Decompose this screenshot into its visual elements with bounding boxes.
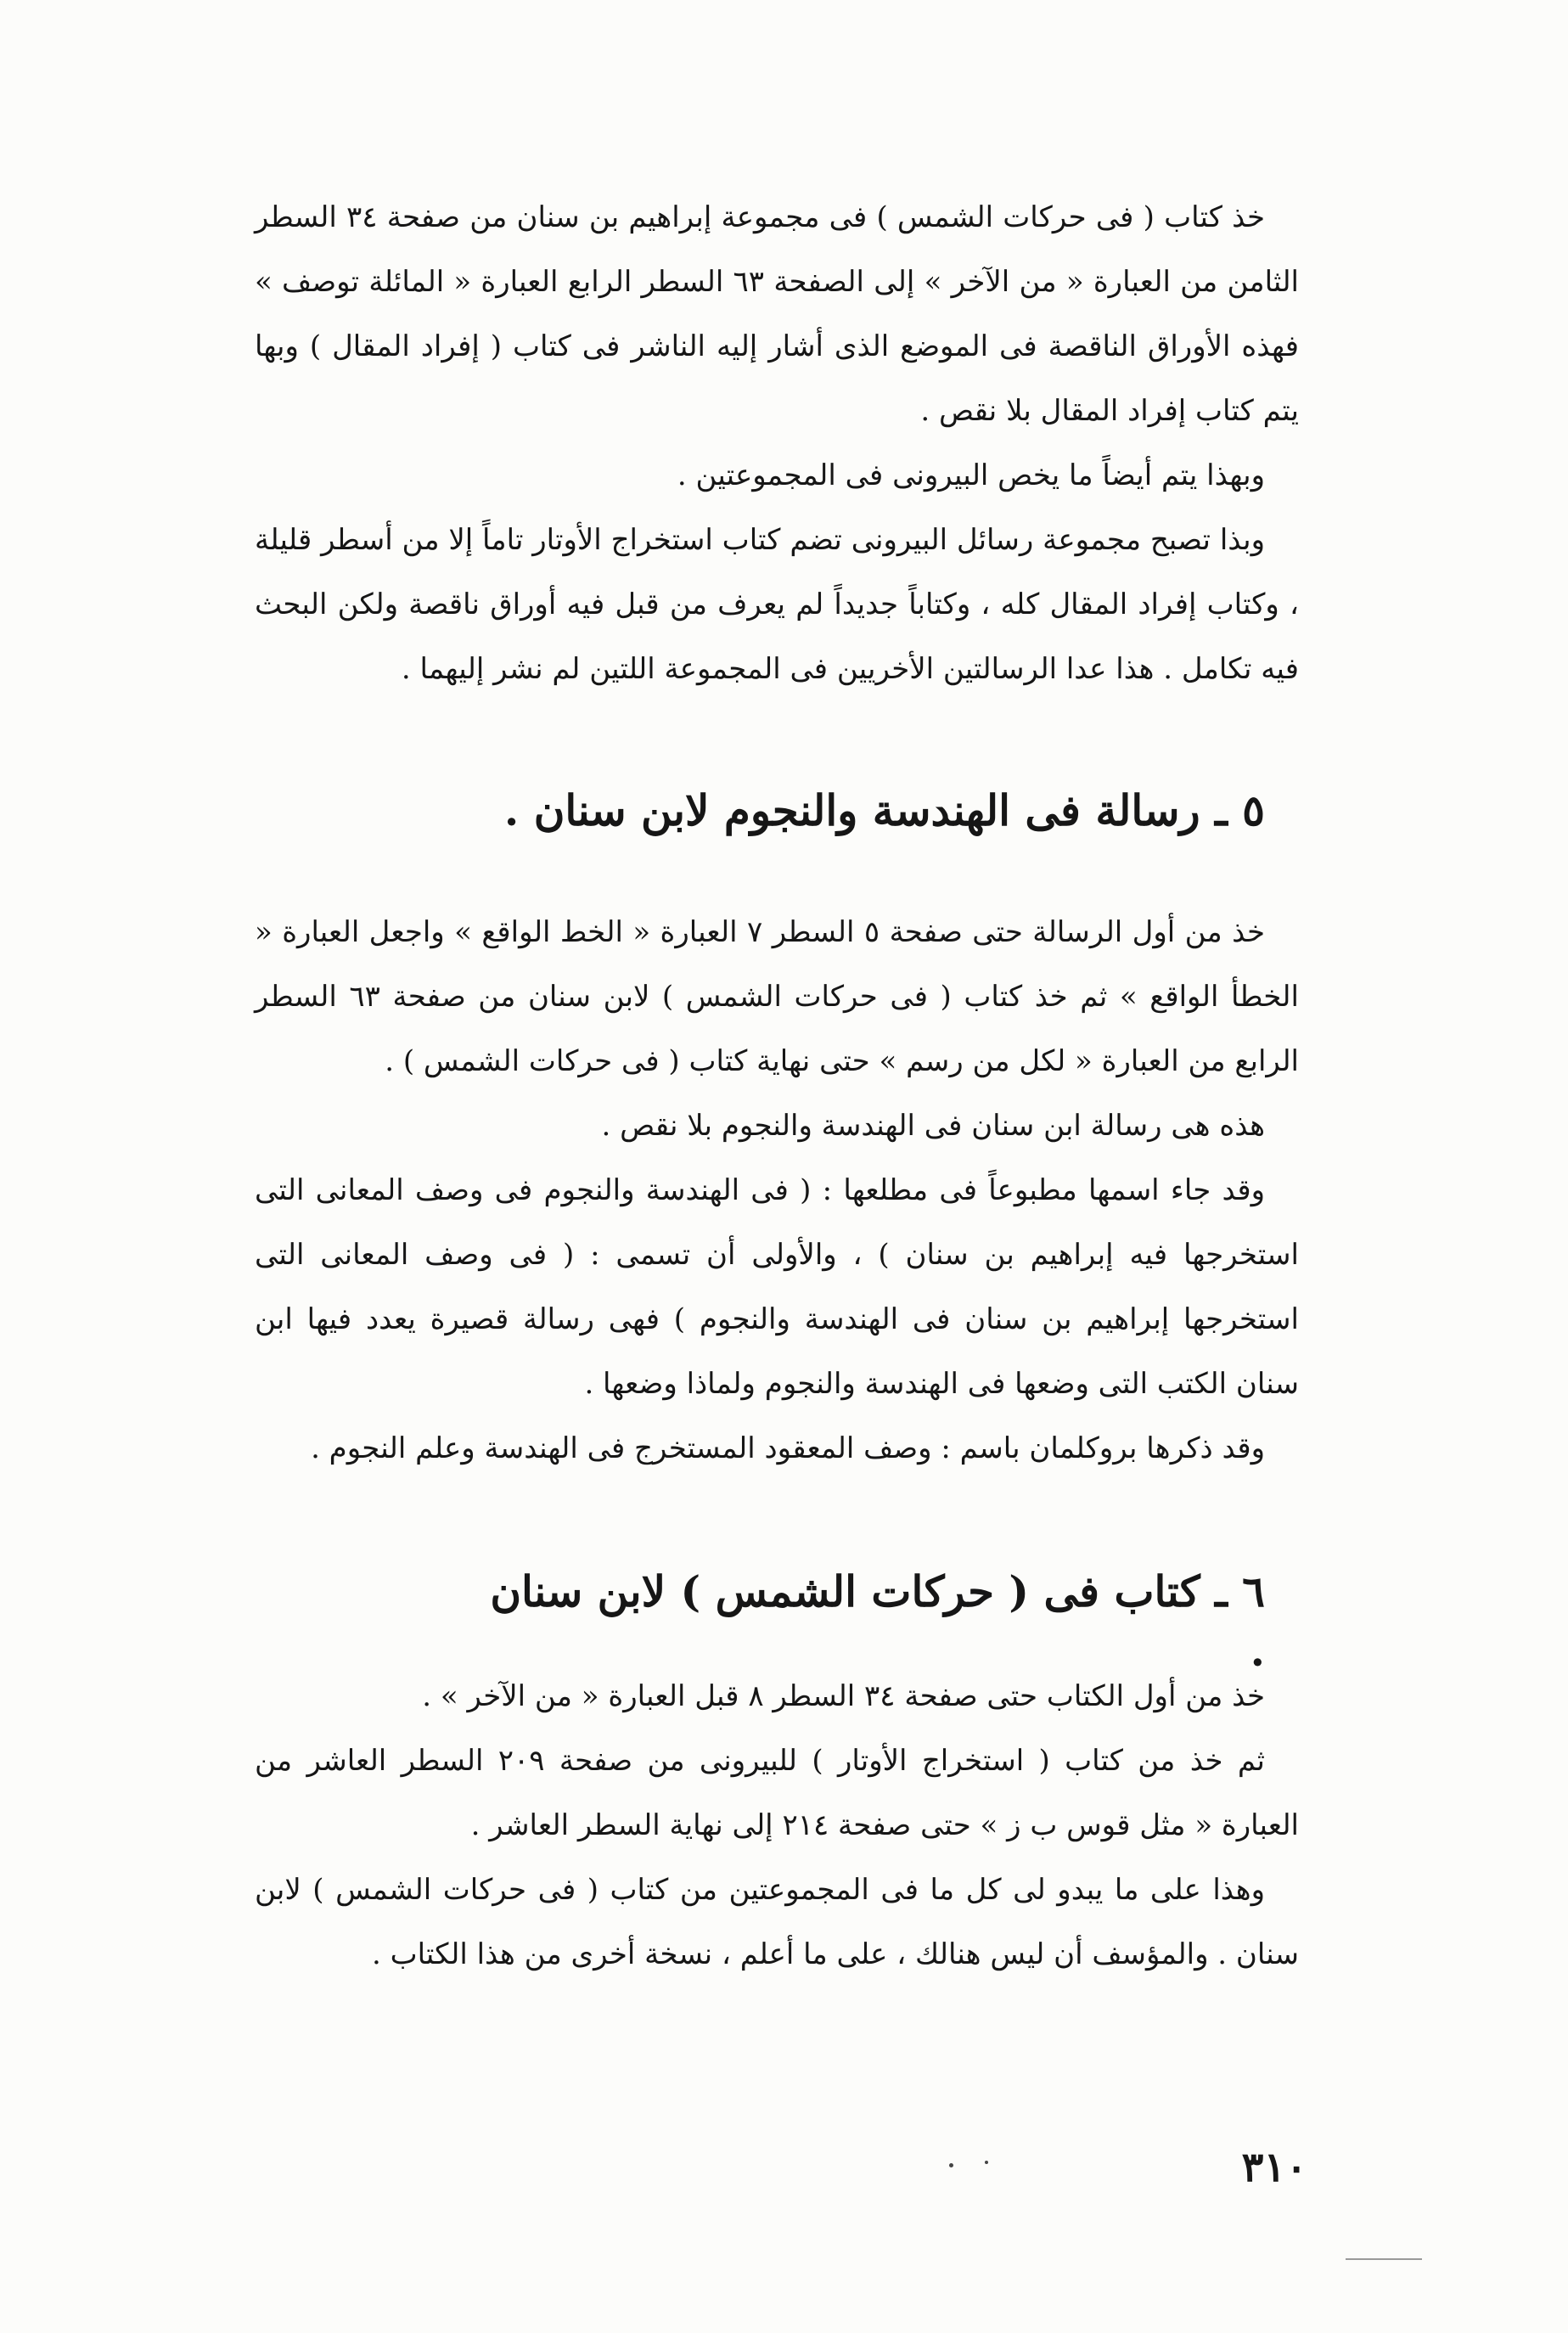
section-1-text [255, 185, 1299, 701]
paragraph: وبذا تصبح مجموعة رسائل البيرونى تضم كتاب استخراج الأوتار تاماً إلا من أسطر قليلة ، وكتاب إفراد المقال كله ، وكتاباً جديداً لم يعرف من قبل فيه أوراق ناقصة ولكن البحث فيه تكامل . هذا عدا الرسالتين الأخريين فى المجموعة اللتين لم نشر إليهما . [255, 523, 1299, 686]
paragraph: وبهذا يتم أيضاً ما يخص البيرونى فى المجموعتين . [677, 458, 1265, 492]
paragraph: وقد جاء اسمها مطبوعاً فى مطلعها : ( فى الهندسة والنجوم فى وصف المعانى التى استخرجها فيه إبراهيم بن سنان ) ، والأولى أن تسمى : ( فى وصف المعانى التى استخرجها إبراهيم بن سنان فى الهندسة والنجوم ) فهى رسالة قصيرة يعدد فيها ابن سنان الكتب التى وضعها فى الهندسة والنجوم ولماذا وضعها . [255, 1173, 1299, 1401]
section-heading-6: ٦ ـ كتاب فى ( حركات الشمس ) لابن سنان . [490, 1566, 1265, 1676]
paragraph: ثم خذ من كتاب ( استخراج الأوتار ) للبيرونى من صفحة ٢٠٩ السطر العاشر من العبارة « مثل قوس ب ز » حتى صفحة ٢١٤ إلى نهاية السطر العاشر . [255, 1744, 1299, 1842]
paragraph: خذ من أول الكتاب حتى صفحة ٣٤ السطر ٨ قبل العبارة « من الآخر » . [422, 1679, 1265, 1713]
section-5-text [255, 900, 1299, 1481]
paragraph: خذ كتاب ( فى حركات الشمس ) فى مجموعة إبراهيم بن سنان من صفحة ٣٤ السطر الثامن من العبارة « من الآخر » إلى الصفحة ٦٣ السطر الرابع العبارة « المائلة توصف » فهذه الأوراق الناقصة فى الموضع الذى أشار إليه الناشر فى كتاب ( إفراد المقال ) وبها يتم كتاب إفراد المقال بلا نقص . [255, 200, 1299, 428]
paragraph: خذ من أول الرسالة حتى صفحة ٥ السطر ٧ العبارة « الخط الواقع » واجعل العبارة « الخطأ الواقع » ثم خذ كتاب ( فى حركات الشمس ) لابن سنان من صفحة ٦٣ السطر الرابع من العبارة « لكل من رسم » حتى نهاية كتاب ( فى حركات الشمس ) . [255, 915, 1299, 1078]
ink-speck [949, 2163, 953, 2167]
paragraph: هذه هى رسالة ابن سنان فى الهندسة والنجوم بلا نقص . [601, 1109, 1265, 1143]
paragraph: وهذا على ما يبدو لى كل ما فى المجموعتين من كتاب ( فى حركات الشمس ) لابن سنان . والمؤسف أن ليس هنالك ، على ما أعلم ، نسخة أخرى من هذا الكتاب . [255, 1873, 1299, 1971]
ink-speck [985, 2161, 988, 2164]
paragraph: وقد ذكرها بروكلمان باسم : وصف المعقود المستخرج فى الهندسة وعلم النجوم . [311, 1431, 1265, 1465]
section-heading-5: ٥ ـ رسالة فى الهندسة والنجوم لابن سنان . [503, 785, 1265, 835]
scan-mark [1346, 2258, 1422, 2260]
page-number: ٣١٠ [1241, 2144, 1307, 2191]
section-6-text [255, 1664, 1299, 1987]
